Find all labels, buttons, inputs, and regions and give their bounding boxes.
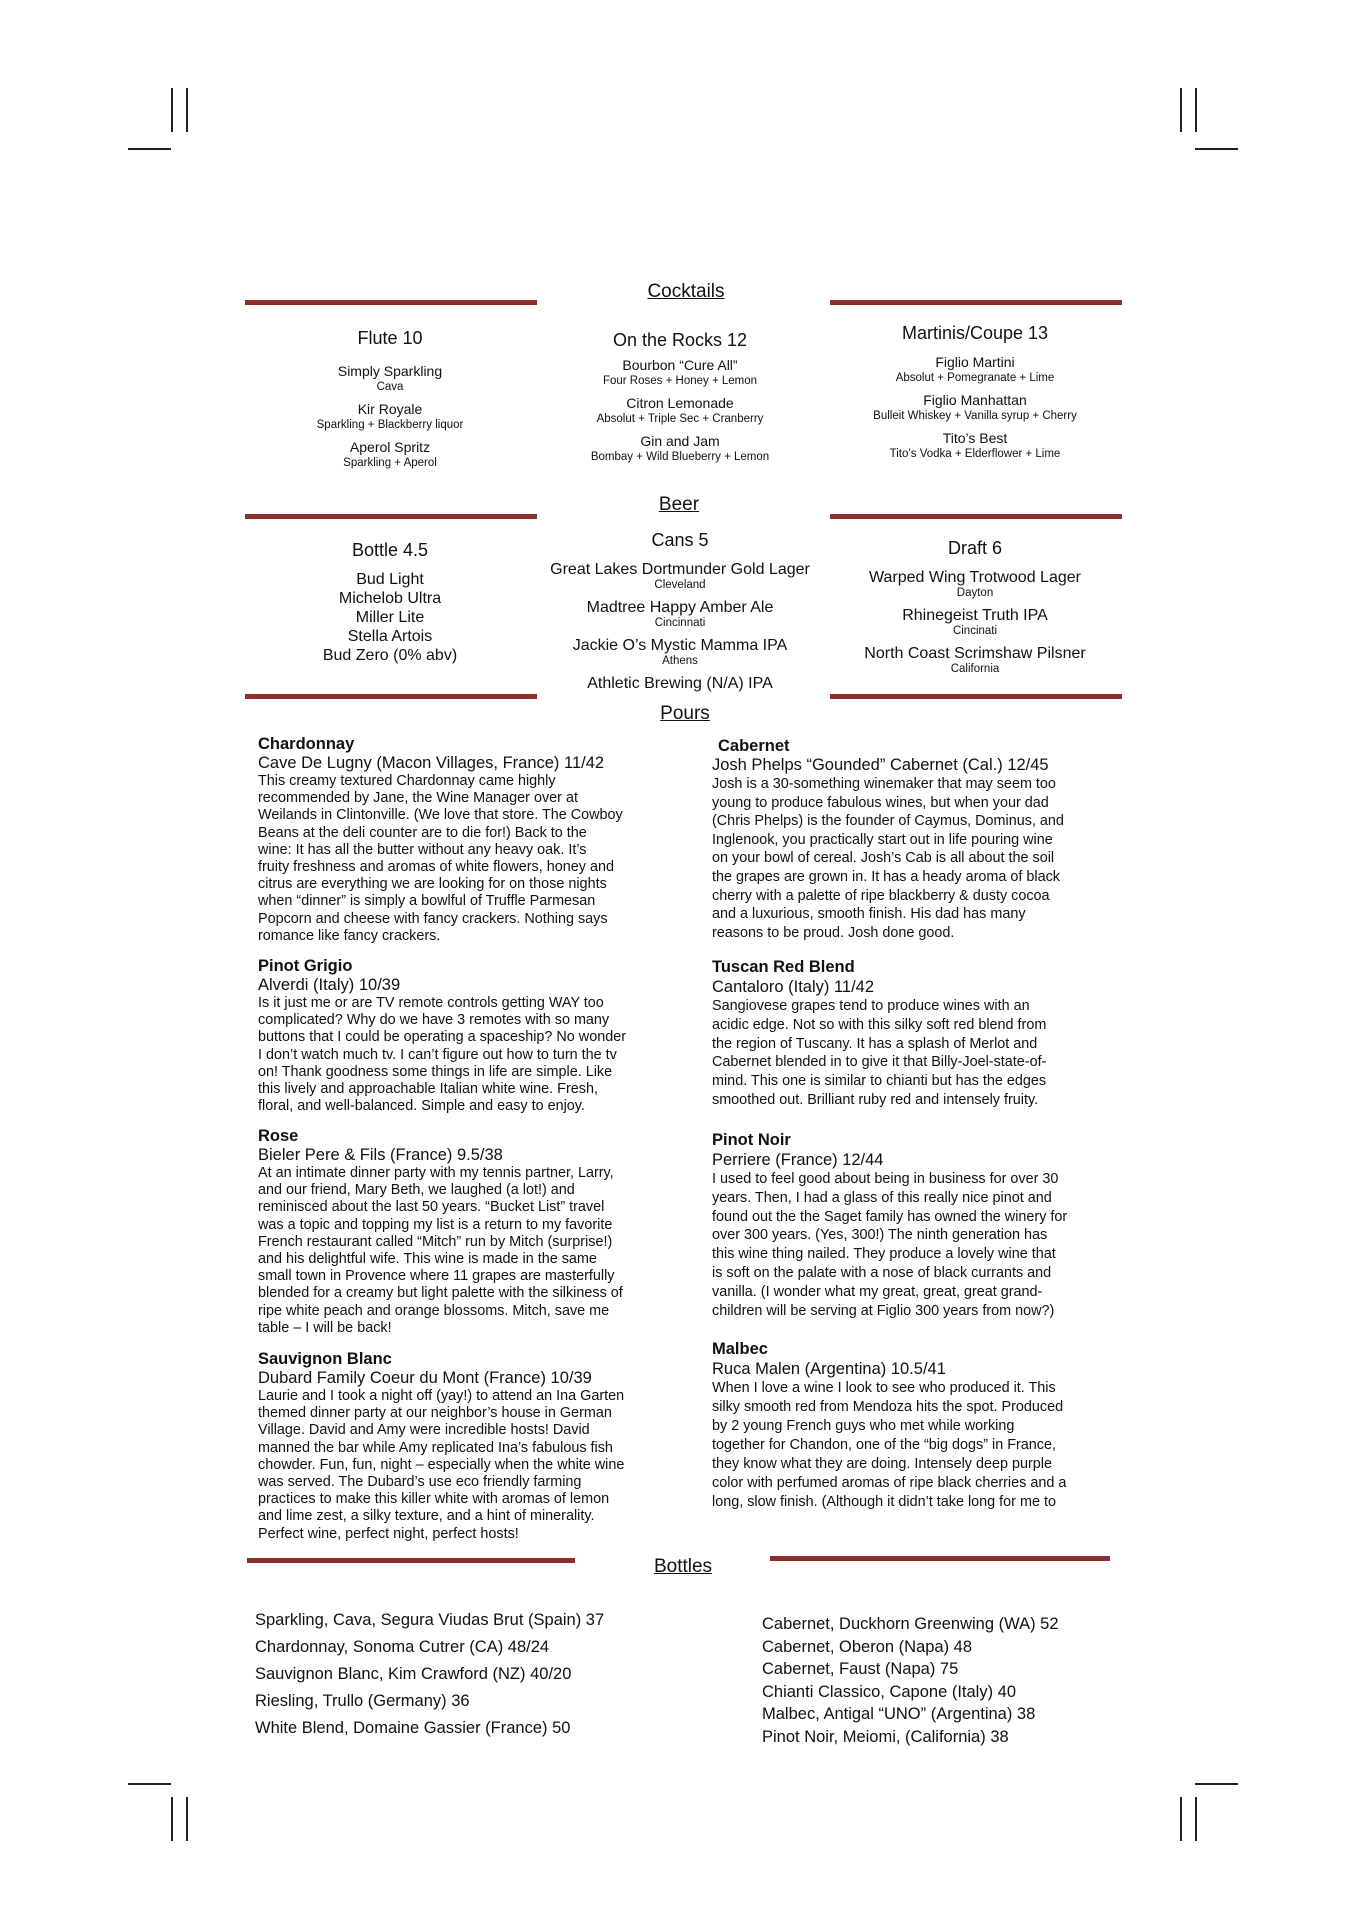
beer-origin: Cincinnati	[654, 617, 706, 629]
description-line: this wine thing nailed. They produce a lovely wine that	[712, 1246, 1056, 1263]
wine-type: Pinot Grigio	[258, 957, 353, 975]
wine-type: Malbec	[712, 1340, 768, 1358]
description-line: manned the bar while Amy replicated Ina’s fabulous fish	[258, 1439, 613, 1456]
crop-mark	[128, 148, 171, 150]
description-line: fruity freshness and aromas of white flowers, honey and	[258, 859, 614, 876]
description-line: mind. This one is similar to chianti but has the edges	[712, 1073, 1047, 1090]
description-line: was a topic and topping my list is a return to my favorite	[258, 1216, 613, 1233]
description-line: and his delightful wife. This wine is made in the same	[258, 1251, 597, 1268]
divider-rule	[770, 1556, 1110, 1561]
description-line: When I love a wine I look to see who produced it. This	[712, 1380, 1056, 1396]
beer-item: Stella Artois	[347, 628, 433, 645]
description-line: on your bowl of cereal. Josh’s Cab is all about the soil	[712, 850, 1055, 867]
description-line: vanilla. (I wonder what my great, great, great grand-	[712, 1283, 1043, 1300]
beer-column-cans	[530, 530, 830, 693]
bottle-item: Cabernet, Faust (Napa) 75	[762, 1660, 959, 1678]
description-line: the grapes are grown in. It has a heady aroma of black	[712, 868, 1060, 885]
column-heading: Cans 5	[651, 530, 709, 550]
description-line: the region of Tuscany. It has a splash of Merlot and	[712, 1035, 1038, 1052]
beer-item: Bud Zero (0% abv)	[322, 647, 458, 664]
drink-ingredients: Sparkling + Aperol	[343, 457, 437, 469]
beer-origin: California	[950, 663, 1000, 675]
divider-rule	[247, 1558, 575, 1563]
wine-description	[712, 1170, 1132, 1320]
wine-type: Sauvignon Blanc	[258, 1350, 392, 1368]
bottle-item: Chardonnay, Sonoma Cutrer (CA) 48/24	[255, 1638, 550, 1656]
divider-rule	[245, 694, 537, 699]
section-title-pours: Pours	[660, 703, 710, 724]
description-line: chowder. Fun, fun, night – especially when the white wine	[258, 1456, 625, 1473]
description-line: when “dinner” is simply a bowlful of Truffle Parmesan	[258, 893, 596, 910]
divider-rule	[245, 300, 537, 305]
beer-item: Michelob Ultra	[338, 590, 442, 607]
drink-ingredients: Sparkling + Blackberry liquor	[316, 419, 464, 431]
divider-rule	[830, 694, 1122, 699]
bottle-item: Malbec, Antigal “UNO” (Argentina) 38	[762, 1705, 1036, 1723]
beer-name: Rhinegeist Truth IPA	[902, 607, 1048, 624]
crop-mark	[1195, 1783, 1238, 1785]
crop-mark	[186, 88, 188, 132]
wine-type: Tuscan Red Blend	[712, 958, 855, 976]
wine-type: Cabernet	[718, 737, 790, 755]
description-line: young to produce fabulous wines, but when your dad	[712, 794, 1049, 811]
description-line: blended for a creamy but light palette with the silkiness of	[258, 1285, 623, 1302]
bottle-item: Chianti Classico, Capone (Italy) 40	[762, 1682, 1017, 1701]
description-line: buttons that I could be operating a spaceship? No wonder	[258, 1029, 627, 1046]
bottle-item: Sparkling, Cava, Segura Viudas Brut (Spain) 37	[255, 1611, 605, 1629]
beer-origin: Athens	[662, 655, 698, 667]
description-line: Inglenook, you practically start out in life pouring wine	[712, 831, 1053, 848]
description-line: wine: It has all the butter without any heavy oak. It’s	[258, 841, 587, 858]
divider-rule	[830, 514, 1122, 519]
description-line: This creamy textured Chardonnay came highly	[258, 773, 556, 789]
wine-description	[258, 1388, 698, 1543]
beer-column-draft	[835, 538, 1115, 682]
wine-entry-pinot-grigio	[258, 957, 698, 1115]
wine-name-price: Ruca Malen (Argentina) 10.5/41	[712, 1360, 946, 1378]
description-line: found out the the Saget family has owned the winery for	[712, 1208, 1068, 1225]
wine-type: Rose	[258, 1127, 299, 1145]
description-line: reasons to be proud. Josh done good.	[712, 924, 955, 941]
description-line: Perfect wine, perfect night, perfect hosts!	[258, 1525, 519, 1542]
wine-description	[712, 775, 1132, 942]
beer-name: Athletic Brewing (N/A) IPA	[587, 675, 773, 692]
wine-entry-chardonnay	[258, 735, 698, 945]
wine-entry-pinot-noir	[712, 1130, 1132, 1320]
bottles-list-left	[255, 1607, 685, 1742]
description-line: Cabernet blended in to give it that Billy-Joel-state-of-	[712, 1054, 1047, 1071]
drink-ingredients: Cava	[376, 381, 404, 393]
description-line: was served. The Dubard’s use eco friendly farming	[258, 1474, 582, 1491]
bottle-item: Cabernet, Oberon (Napa) 48	[762, 1637, 973, 1656]
wine-description	[712, 1379, 1132, 1512]
description-line: years. Then, I had a glass of this really nice pinot and	[712, 1189, 1052, 1206]
wine-type: Chardonnay	[258, 735, 355, 753]
crop-mark	[1195, 88, 1197, 132]
beer-origin: Dayton	[956, 587, 994, 599]
description-line: and our friend, Mary Beth, we laughed (a lot!) and	[258, 1182, 575, 1199]
beer-column-bottle	[270, 540, 510, 665]
drink-name: Citron Lemonade	[626, 395, 734, 411]
description-line: At an intimate dinner party with my tennis partner, Larry,	[258, 1165, 614, 1181]
description-line: romance like fancy crackers.	[258, 927, 441, 944]
description-line: and a luxurious, smooth finish. His dad has many	[712, 906, 1026, 923]
drink-name: Figlio Martini	[935, 354, 1015, 370]
description-line: recommended by Jane, the Wine Manager over at	[258, 790, 578, 807]
description-line: Weilands in Clintonville. (We love that store. The Cowboy	[258, 807, 623, 824]
bottle-item: Sauvignon Blanc, Kim Crawford (NZ) 40/20	[255, 1665, 572, 1683]
description-line: they know what they are doing. Intensely deep purple	[712, 1456, 1052, 1472]
description-line: citrus are everything we are looking for on those nights	[258, 876, 607, 893]
drink-name: Aperol Spritz	[349, 439, 431, 455]
cocktail-column-rocks	[560, 330, 800, 471]
drink-name: Gin and Jam	[640, 433, 720, 449]
wine-name-price: Bieler Pere & Fils (France) 9.5/38	[258, 1146, 503, 1164]
crop-mark	[1195, 148, 1238, 150]
divider-rule	[245, 514, 537, 519]
description-line: on! Thank goodness some things in life are simple. Like	[258, 1063, 613, 1080]
bottle-item: Riesling, Trullo (Germany) 36	[255, 1692, 470, 1710]
description-line: over 300 years. (Yes, 300!) The ninth generation has	[712, 1227, 1048, 1244]
wine-entry-tuscan-red-blend	[712, 956, 1132, 1110]
drink-name: Figlio Manhattan	[923, 392, 1027, 408]
wine-entry-cabernet	[712, 737, 1132, 942]
beer-origin: Cleveland	[654, 579, 706, 591]
wine-name-price: Perriere (France) 12/44	[712, 1151, 884, 1169]
description-line: Sangiovese grapes tend to produce wines with an	[712, 998, 1030, 1014]
description-line: together for Chandon, one of the “big dogs” in France,	[712, 1437, 1056, 1453]
description-line: Josh is a 30-something winemaker that may seem too	[712, 776, 1056, 792]
beer-item: Miller Lite	[355, 609, 425, 626]
description-line: small town in Provence where 11 grapes are masterfully	[258, 1268, 615, 1285]
description-line: Village. David and Amy were incredible hosts! David	[258, 1422, 590, 1439]
crop-mark	[171, 88, 173, 132]
cocktail-column-flute	[270, 328, 510, 477]
description-line: Popcorn and cheese with fancy crackers. Nothing says	[258, 910, 608, 927]
bottle-item: Pinot Noir, Meiomi, (California) 38	[762, 1727, 1009, 1746]
beer-name: Warped Wing Trotwood Lager	[869, 569, 1081, 586]
beer-name: Great Lakes Dortmunder Gold Lager	[550, 561, 810, 578]
crop-mark	[186, 1797, 188, 1841]
description-line: ripe white peach and orange blossoms. Mitch, save me	[258, 1302, 610, 1319]
section-title-cocktails: Cocktails	[647, 281, 725, 302]
drink-ingredients: Absolut + Triple Sec + Cranberry	[596, 413, 764, 425]
crop-mark	[1180, 1797, 1182, 1841]
drink-ingredients: Bulleit Whiskey + Vanilla syrup + Cherry	[873, 410, 1077, 422]
description-line: this lively and approachable Italian white wine. Fresh,	[258, 1081, 598, 1098]
description-line: floral, and well-balanced. Simple and easy to enjoy.	[258, 1098, 585, 1115]
description-line: silky smooth red from Mendoza hits the spot. Produced	[712, 1399, 1064, 1415]
section-title-bottles: Bottles	[653, 1556, 713, 1577]
column-heading: Bottle 4.5	[351, 540, 429, 560]
description-line: Is it just me or are TV remote controls getting WAY too	[258, 995, 604, 1011]
description-line: is soft on the palate with a nose of black currants and	[712, 1264, 1052, 1281]
wine-description	[712, 997, 1132, 1110]
drink-name: Bourbon “Cure All”	[622, 357, 738, 373]
drink-ingredients: Tito’s Vodka + Elderflower + Lime	[889, 448, 1061, 460]
beer-name: Jackie O’s Mystic Mamma IPA	[572, 637, 788, 654]
drink-name: Tito’s Best	[942, 430, 1008, 446]
cocktail-column-martinis	[840, 323, 1110, 468]
crop-mark	[1180, 88, 1182, 132]
description-line: table – I will be back!	[258, 1319, 392, 1336]
description-line: cherry with a palette of ripe blackberry & dusty cocoa	[712, 887, 1050, 904]
description-line: smoothed out. Brilliant ruby red and intensely fruity.	[712, 1091, 1039, 1108]
wine-name-price: Josh Phelps “Gounded” Cabernet (Cal.) 12/45	[712, 756, 1049, 774]
drink-name: Simply Sparkling	[337, 363, 443, 379]
description-line: children will be serving at Figlio 300 years from now?)	[712, 1302, 1055, 1319]
beer-name: North Coast Scrimshaw Pilsner	[864, 645, 1086, 662]
wine-entry-rose	[258, 1127, 698, 1337]
description-line: (Chris Phelps) is the founder of Caymus, Dominus, and	[712, 813, 1064, 830]
beer-name: Madtree Happy Amber Ale	[586, 599, 774, 616]
description-line: acidic edge. Not so with this silky soft red blend from	[712, 1016, 1047, 1033]
description-line: and lime zest, a silky texture, and a hint of minerality.	[258, 1508, 595, 1525]
description-line: I don’t watch much tv. I can’t figure out how to turn the tv	[258, 1046, 617, 1063]
description-line: themed dinner party at our neighbor’s house in German	[258, 1405, 612, 1422]
bottle-item: Cabernet, Duckhorn Greenwing (WA) 52	[762, 1615, 1059, 1633]
bottle-item: White Blend, Domaine Gassier (France) 50	[255, 1719, 571, 1737]
description-line: by 2 young French guys who met while working	[712, 1418, 1015, 1434]
description-line: French restaurant called “Mitch” run by Mitch (surprise!)	[258, 1233, 613, 1250]
column-heading: Draft 6	[947, 538, 1003, 558]
beer-origin: Cincinati	[952, 625, 998, 637]
drink-ingredients: Absolut + Pomegranate + Lime	[895, 372, 1055, 384]
crop-mark	[128, 1783, 171, 1785]
wine-name-price: Alverdi (Italy) 10/39	[258, 976, 401, 994]
beer-item: Bud Light	[356, 571, 424, 588]
wine-type: Pinot Noir	[712, 1131, 791, 1149]
description-line: complicated? Why do we have 3 remotes with so many	[258, 1012, 610, 1029]
column-heading: On the Rocks 12	[612, 330, 748, 350]
description-line: practices to make this killer white with aromas of lemon	[258, 1491, 610, 1508]
description-line: Laurie and I took a night off (yay!) to attend an Ina Garten	[258, 1388, 625, 1404]
drink-ingredients: Four Roses + Honey + Lemon	[602, 375, 758, 387]
description-line: Beans at the deli counter are to die for!) Back to the	[258, 824, 587, 841]
crop-mark	[171, 1797, 173, 1841]
wine-description	[258, 995, 698, 1115]
bottles-list-right	[762, 1613, 1142, 1748]
column-heading: Martinis/Coupe 13	[901, 323, 1049, 343]
wine-entry-malbec	[712, 1339, 1132, 1512]
drink-name: Kir Royale	[357, 401, 423, 417]
divider-rule	[830, 300, 1122, 305]
crop-mark	[1195, 1797, 1197, 1841]
wine-name-price: Cave De Lugny (Macon Villages, France) 11/42	[258, 754, 605, 772]
drink-ingredients: Bombay + Wild Blueberry + Lemon	[590, 451, 770, 463]
description-line: I used to feel good about being in business for over 30	[712, 1171, 1059, 1187]
column-heading: Flute 10	[357, 328, 423, 348]
description-line: color with perfumed aromas of ripe black cherries and a	[712, 1475, 1067, 1491]
wine-description	[258, 1165, 698, 1337]
wine-entry-sauvignon-blanc	[258, 1350, 698, 1543]
description-line: reminisced about the last 50 years. “Bucket List” travel	[258, 1199, 605, 1216]
description-line: long, slow finish. (Although it didn’t take long for me to	[712, 1494, 1056, 1510]
wine-description	[258, 773, 698, 945]
wine-name-price: Dubard Family Coeur du Mont (France) 10/39	[258, 1369, 592, 1387]
section-title-beer: Beer	[658, 494, 700, 515]
wine-name-price: Cantaloro (Italy) 11/42	[712, 978, 875, 996]
